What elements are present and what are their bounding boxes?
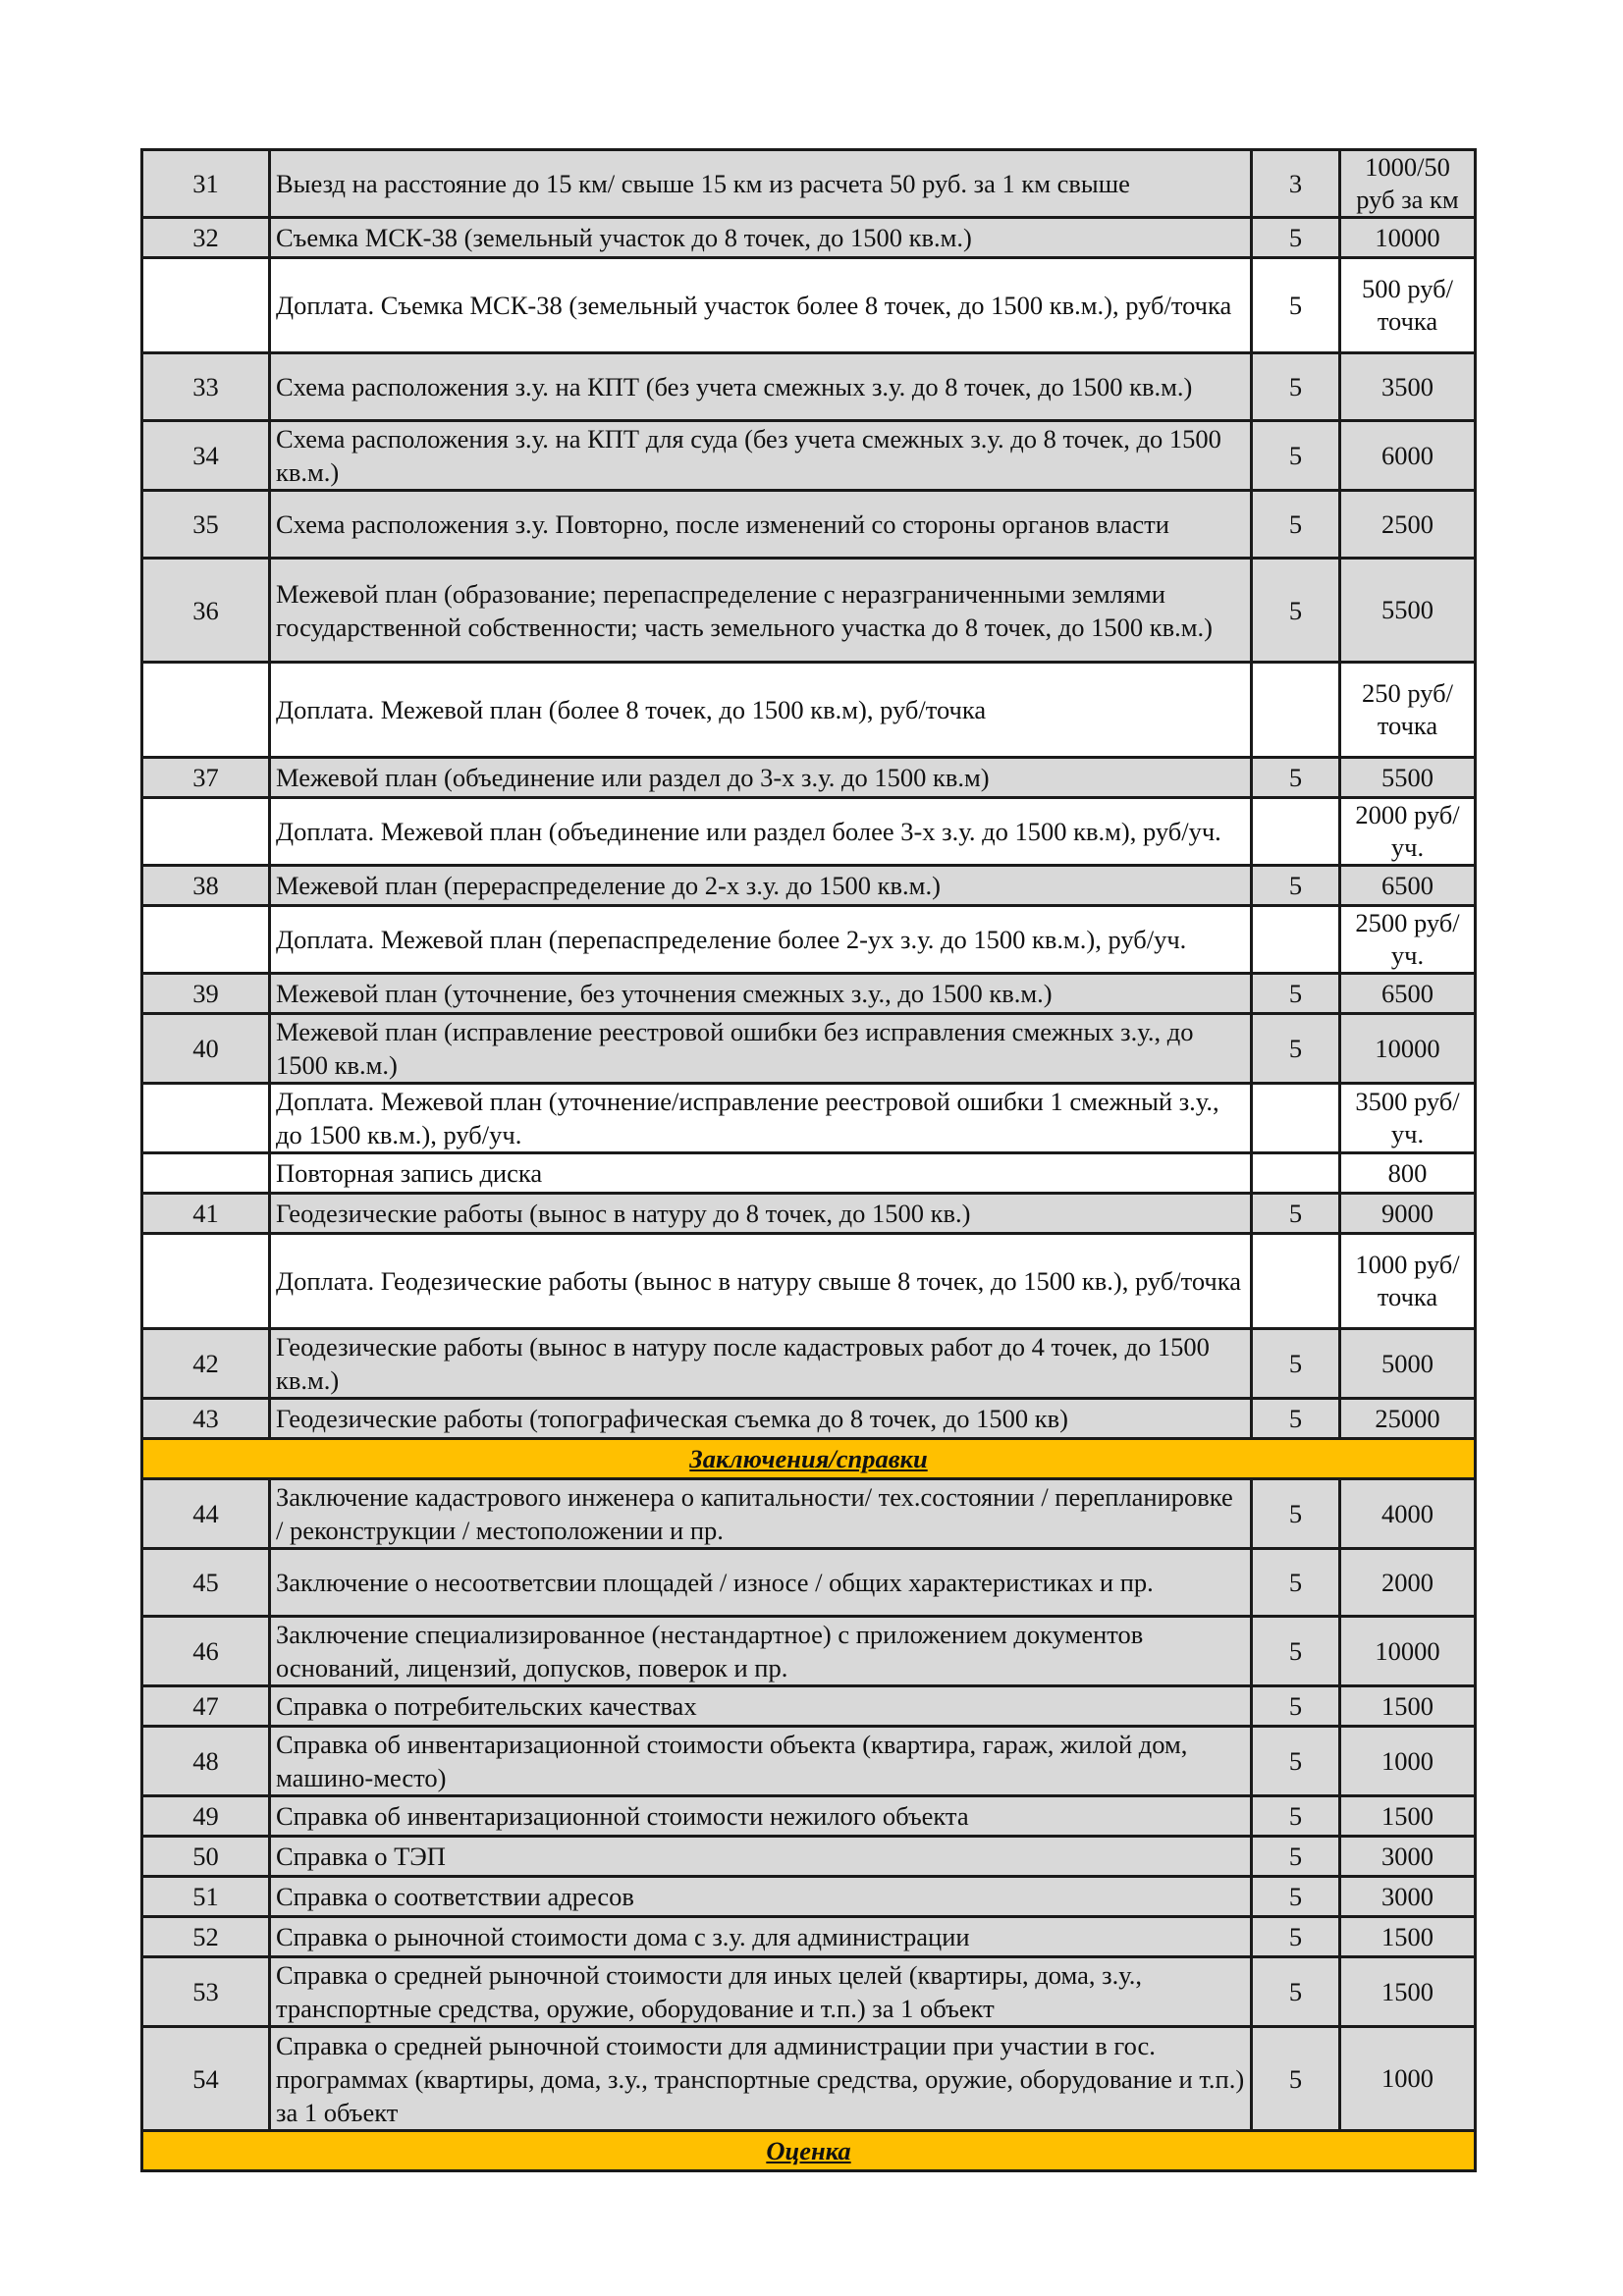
- service-count: 5: [1252, 1617, 1340, 1686]
- service-number: [142, 663, 270, 758]
- service-count: 5: [1252, 974, 1340, 1014]
- service-number: 51: [142, 1877, 270, 1917]
- service-count: [1252, 1153, 1340, 1194]
- service-count: [1252, 663, 1340, 758]
- service-row: [142, 1329, 1476, 1399]
- service-description: Справка о средней рыночной стоимости для иных целей (квартиры, дома, з.у., транспортные средства, оружие, оборудование и т.п.) за 1 объект: [270, 1957, 1252, 2027]
- service-price: 6500: [1340, 866, 1476, 906]
- service-description: Схема расположения з.у. Повторно, после изменений со стороны органов власти: [270, 491, 1252, 559]
- service-description: Заключение специализированное (нестандартное) с приложением документов оснований, лицензий, допусков, поверок и пр.: [270, 1617, 1252, 1686]
- service-number: 31: [142, 150, 270, 218]
- service-row: [142, 1014, 1476, 1084]
- service-description: Схема расположения з.у. на КПТ (без учета смежных з.у. до 8 точек, до 1500 кв.м.): [270, 353, 1252, 421]
- service-number: 38: [142, 866, 270, 906]
- service-count: 3: [1252, 150, 1340, 218]
- service-count: [1252, 906, 1340, 974]
- service-number: 43: [142, 1399, 270, 1439]
- service-price: 1500: [1340, 1686, 1476, 1727]
- service-row: [142, 150, 1476, 218]
- service-description: Межевой план (объединение или раздел до 3-х з.у. до 1500 кв.м): [270, 758, 1252, 798]
- service-description: Межевой план (уточнение, без уточнения смежных з.у., до 1500 кв.м.): [270, 974, 1252, 1014]
- service-count: 5: [1252, 258, 1340, 353]
- service-count: 5: [1252, 1479, 1340, 1549]
- service-number: 50: [142, 1837, 270, 1877]
- service-number: 37: [142, 758, 270, 798]
- service-row: [142, 1686, 1476, 1727]
- service-number: 52: [142, 1917, 270, 1957]
- section-title: Заключения/справки: [142, 1439, 1476, 1479]
- service-number: 48: [142, 1727, 270, 1796]
- service-description: Заключение о несоответсвии площадей / износе / общих характеристиках и пр.: [270, 1549, 1252, 1617]
- service-count: [1252, 1084, 1340, 1153]
- service-price: 10000: [1340, 1617, 1476, 1686]
- service-description: Доплата. Съемка МСК-38 (земельный участок более 8 точек, до 1500 кв.м.), руб/точка: [270, 258, 1252, 353]
- service-description: Доплата. Межевой план (объединение или раздел более 3-х з.у. до 1500 кв.м), руб/уч.: [270, 798, 1252, 866]
- service-description: Справка об инвентаризационной стоимости нежилого объекта: [270, 1796, 1252, 1837]
- service-price: 3500: [1340, 353, 1476, 421]
- service-count: 5: [1252, 758, 1340, 798]
- service-number: 39: [142, 974, 270, 1014]
- surcharge-row: [142, 906, 1476, 974]
- service-count: 5: [1252, 1957, 1340, 2027]
- service-price: 3000: [1340, 1877, 1476, 1917]
- service-description: Выезд на расстояние до 15 км/ свыше 15 км из расчета 50 руб. за 1 км свыше: [270, 150, 1252, 218]
- service-description: Доплата. Межевой план (более 8 точек, до 1500 кв.м), руб/точка: [270, 663, 1252, 758]
- service-price: 5000: [1340, 1329, 1476, 1399]
- service-count: 5: [1252, 1837, 1340, 1877]
- service-description: Справка о средней рыночной стоимости для администрации при участии в гос. программах (квартиры, дома, з.у., транспортные средства, оружие, оборудование и т.п.) за 1 объект: [270, 2027, 1252, 2131]
- service-description: Геодезические работы (вынос в натуру после кадастровых работ до 4 точек, до 1500 кв.м.): [270, 1329, 1252, 1399]
- service-count: [1252, 1234, 1340, 1329]
- service-count: 5: [1252, 2027, 1340, 2131]
- service-description: Справка о рыночной стоимости дома с з.у. для администрации: [270, 1917, 1252, 1957]
- service-count: 5: [1252, 1877, 1340, 1917]
- service-count: 5: [1252, 559, 1340, 663]
- service-count: 5: [1252, 491, 1340, 559]
- service-price: 6500: [1340, 974, 1476, 1014]
- service-row: [142, 491, 1476, 559]
- service-price: 800: [1340, 1153, 1476, 1194]
- service-row: [142, 1727, 1476, 1796]
- service-description: Схема расположения з.у. на КПТ для суда (без учета смежных з.у. до 8 точек, до 1500 кв.м.): [270, 421, 1252, 491]
- service-price: 1500: [1340, 1796, 1476, 1837]
- service-description: Геодезические работы (топографическая съемка до 8 точек, до 1500 кв): [270, 1399, 1252, 1439]
- service-row: [142, 1877, 1476, 1917]
- service-row: [142, 218, 1476, 258]
- service-price: 5500: [1340, 559, 1476, 663]
- surcharge-row: [142, 1234, 1476, 1329]
- surcharge-row: [142, 1153, 1476, 1194]
- service-number: [142, 258, 270, 353]
- service-row: [142, 1617, 1476, 1686]
- price-table: [140, 148, 1477, 2172]
- service-row: [142, 1479, 1476, 1549]
- service-row: [142, 1549, 1476, 1617]
- service-description: Справка о ТЭП: [270, 1837, 1252, 1877]
- service-price: 9000: [1340, 1194, 1476, 1234]
- surcharge-row: [142, 258, 1476, 353]
- service-row: [142, 1399, 1476, 1439]
- surcharge-row: [142, 1084, 1476, 1153]
- service-row: [142, 1796, 1476, 1837]
- service-price: 4000: [1340, 1479, 1476, 1549]
- service-description: Межевой план (перераспределение до 2-х з.у. до 1500 кв.м.): [270, 866, 1252, 906]
- service-count: 5: [1252, 1917, 1340, 1957]
- service-count: 5: [1252, 1686, 1340, 1727]
- service-number: 44: [142, 1479, 270, 1549]
- service-description: Доплата. Геодезические работы (вынос в натуру свыше 8 точек, до 1500 кв.), руб/точка: [270, 1234, 1252, 1329]
- service-count: [1252, 798, 1340, 866]
- service-count: 5: [1252, 1194, 1340, 1234]
- service-number: 49: [142, 1796, 270, 1837]
- service-number: 54: [142, 2027, 270, 2131]
- service-number: 36: [142, 559, 270, 663]
- service-count: 5: [1252, 1014, 1340, 1084]
- service-price: 25000: [1340, 1399, 1476, 1439]
- service-description: Доплата. Межевой план (уточнение/исправление реестровой ошибки 1 смежный з.у., до 1500 кв.м.), руб/уч.: [270, 1084, 1252, 1153]
- service-price: 10000: [1340, 1014, 1476, 1084]
- service-row: [142, 1194, 1476, 1234]
- service-price: 500 руб/точка: [1340, 258, 1476, 353]
- service-number: [142, 1153, 270, 1194]
- service-description: Доплата. Межевой план (перепаспределение более 2-ух з.у. до 1500 кв.м.), руб/уч.: [270, 906, 1252, 974]
- service-count: 5: [1252, 1796, 1340, 1837]
- service-count: 5: [1252, 866, 1340, 906]
- price-table-body: [142, 150, 1476, 2171]
- service-count: 5: [1252, 421, 1340, 491]
- service-description: Справка о соответствии адресов: [270, 1877, 1252, 1917]
- service-row: [142, 1837, 1476, 1877]
- service-price: 1000 руб/точка: [1340, 1234, 1476, 1329]
- service-number: 34: [142, 421, 270, 491]
- service-price: 1000: [1340, 2027, 1476, 2131]
- service-description: Повторная запись диска: [270, 1153, 1252, 1194]
- service-count: 5: [1252, 218, 1340, 258]
- service-row: [142, 353, 1476, 421]
- service-count: 5: [1252, 353, 1340, 421]
- service-description: Справка об инвентаризационной стоимости объекта (квартира, гараж, жилой дом, машино-место): [270, 1727, 1252, 1796]
- service-price: 3500 руб/уч.: [1340, 1084, 1476, 1153]
- service-number: 32: [142, 218, 270, 258]
- service-count: 5: [1252, 1399, 1340, 1439]
- service-number: [142, 798, 270, 866]
- service-price: 5500: [1340, 758, 1476, 798]
- service-price: 2500 руб/уч.: [1340, 906, 1476, 974]
- service-row: [142, 1957, 1476, 2027]
- service-number: 40: [142, 1014, 270, 1084]
- service-description: Межевой план (исправление реестровой ошибки без исправления смежных з.у., до 1500 кв.м.): [270, 1014, 1252, 1084]
- surcharge-row: [142, 663, 1476, 758]
- service-count: 5: [1252, 1329, 1340, 1399]
- surcharge-row: [142, 798, 1476, 866]
- service-price: 2500: [1340, 491, 1476, 559]
- service-row: [142, 974, 1476, 1014]
- service-number: 33: [142, 353, 270, 421]
- service-row: [142, 421, 1476, 491]
- service-price: 6000: [1340, 421, 1476, 491]
- service-description: Межевой план (образование; перепаспределение с неразграниченными землями государственной собственности; часть земельного участка до 8 точек, до 1500 кв.м.): [270, 559, 1252, 663]
- service-price: 1500: [1340, 1957, 1476, 2027]
- service-description: Съемка МСК-38 (земельный участок до 8 точек, до 1500 кв.м.): [270, 218, 1252, 258]
- service-number: 47: [142, 1686, 270, 1727]
- service-count: 5: [1252, 1549, 1340, 1617]
- service-number: [142, 1234, 270, 1329]
- service-count: 5: [1252, 1727, 1340, 1796]
- service-price: 3000: [1340, 1837, 1476, 1877]
- section-title: Оценка: [142, 2131, 1476, 2171]
- service-price: 10000: [1340, 218, 1476, 258]
- service-description: Справка о потребительских качествах: [270, 1686, 1252, 1727]
- service-description: Геодезические работы (вынос в натуру до 8 точек, до 1500 кв.): [270, 1194, 1252, 1234]
- section-header-row: [142, 1439, 1476, 1479]
- price-list-sheet: [140, 148, 1474, 2172]
- service-row: [142, 866, 1476, 906]
- service-number: 42: [142, 1329, 270, 1399]
- service-price: 1500: [1340, 1917, 1476, 1957]
- service-number: 53: [142, 1957, 270, 2027]
- service-price: 2000: [1340, 1549, 1476, 1617]
- service-number: [142, 906, 270, 974]
- service-number: 45: [142, 1549, 270, 1617]
- service-number: 41: [142, 1194, 270, 1234]
- service-number: 35: [142, 491, 270, 559]
- service-row: [142, 2027, 1476, 2131]
- service-number: 46: [142, 1617, 270, 1686]
- section-header-row: [142, 2131, 1476, 2171]
- service-price: 1000/50 руб за км: [1340, 150, 1476, 218]
- service-price: 1000: [1340, 1727, 1476, 1796]
- service-price: 250 руб/точка: [1340, 663, 1476, 758]
- service-description: Заключение кадастрового инженера о капитальности/ тех.состоянии / перепланировке / реконструкции / местоположении и пр.: [270, 1479, 1252, 1549]
- service-row: [142, 1917, 1476, 1957]
- service-row: [142, 559, 1476, 663]
- service-number: [142, 1084, 270, 1153]
- service-price: 2000 руб/уч.: [1340, 798, 1476, 866]
- service-row: [142, 758, 1476, 798]
